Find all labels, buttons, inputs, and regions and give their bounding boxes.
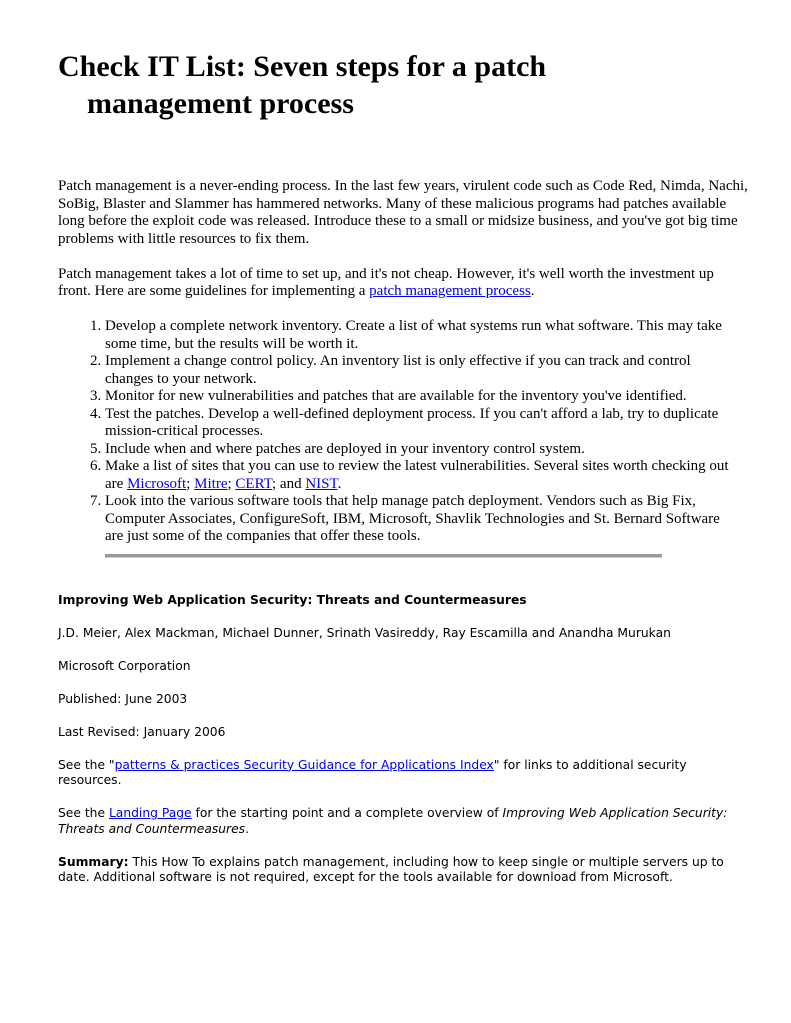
page-title: Check IT List: Seven steps for a patch management process	[58, 50, 547, 120]
list-item: 6. Make a list of sites that you can use to review the latest vulnerabilities. Several sites worth checking out are Microsoft; Mitre; CERT; and NIST.	[105, 458, 735, 493]
nist-link[interactable]: NIST	[305, 475, 338, 492]
list-item: 1. Develop a complete network inventory. Create a list of what systems run what software. This may take some time, but the results will be worth it.	[105, 318, 735, 353]
list-item: 2. Implement a change control policy. An inventory list is only effective if you can track and control changes to your network.	[105, 353, 735, 388]
see-index-paragraph: See the "patterns & practices Security Guidance for Applications Index" for links to additional security resources.	[58, 757, 687, 787]
authors: J.D. Meier, Alex Mackman, Michael Dunner, Srinath Vasireddy, Ray Escamilla and Anandha Murukan	[58, 625, 671, 640]
intro-paragraph: Patch management is a never-ending process. In the last few years, virulent code such as Code Red, Nimda, Nachi, SoBig, Blaster and Slammer has hammered networks. Many of these malicious programs had patches available long before the exploit code was released. Introduce these to a small or midsize business, and you've got big time problems with little resources to fix them.	[58, 178, 748, 247]
landing-page-link[interactable]: Landing Page	[108, 806, 192, 820]
cert-link[interactable]: CERT	[235, 475, 273, 492]
security-guidance-index-link[interactable]: patterns & practices Security Guidance for Applications Index	[114, 757, 494, 772]
see-landing-paragraph: See the Landing Page for the starting point and a complete overview of Improving Web Application Security: Threats and Countermeasures.	[58, 806, 728, 836]
list-item: 3. Monitor for new vulnerabilities and patches that are available for the inventory you've identified.	[105, 388, 735, 406]
guidelines-paragraph: Patch management takes a lot of time to set up, and it's not cheap. However, it's well worth the investment up front. Here are some guidelines for implementing a patch management process.	[58, 265, 714, 299]
list-item: 7. Look into the various software tools that help manage patch deployment. Vendors such as Big Fix, Computer Associates, ConfigureSoft, IBM, Microsoft, Shavlik Technologies and St. Bernard Software are just some of the companies that offer these tools.	[105, 493, 735, 546]
mitre-link[interactable]: Mitre	[194, 475, 228, 492]
microsoft-link[interactable]: Microsoft	[127, 475, 187, 492]
organization: Microsoft Corporation	[58, 658, 191, 673]
summary-paragraph: Summary: This How To explains patch management, including how to keep single or multiple servers up to date. Additional software is not required, except for the tools available for download from Microsoft.	[58, 854, 724, 884]
steps-list	[58, 318, 735, 546]
patch-management-process-link[interactable]: patch management process	[369, 283, 531, 299]
divider	[105, 554, 662, 558]
list-item: 5. Include when and where patches are deployed in your inventory control system.	[105, 441, 735, 459]
list-item: 4. Test the patches. Develop a well-defined deployment process. If you can't afford a lab, try to duplicate mission-critical processes.	[105, 406, 735, 441]
published-date: Published: June 2003	[58, 691, 188, 706]
revised-date: Last Revised: January 2006	[58, 724, 226, 739]
section-heading: Improving Web Application Security: Threats and Countermeasures	[58, 592, 527, 607]
